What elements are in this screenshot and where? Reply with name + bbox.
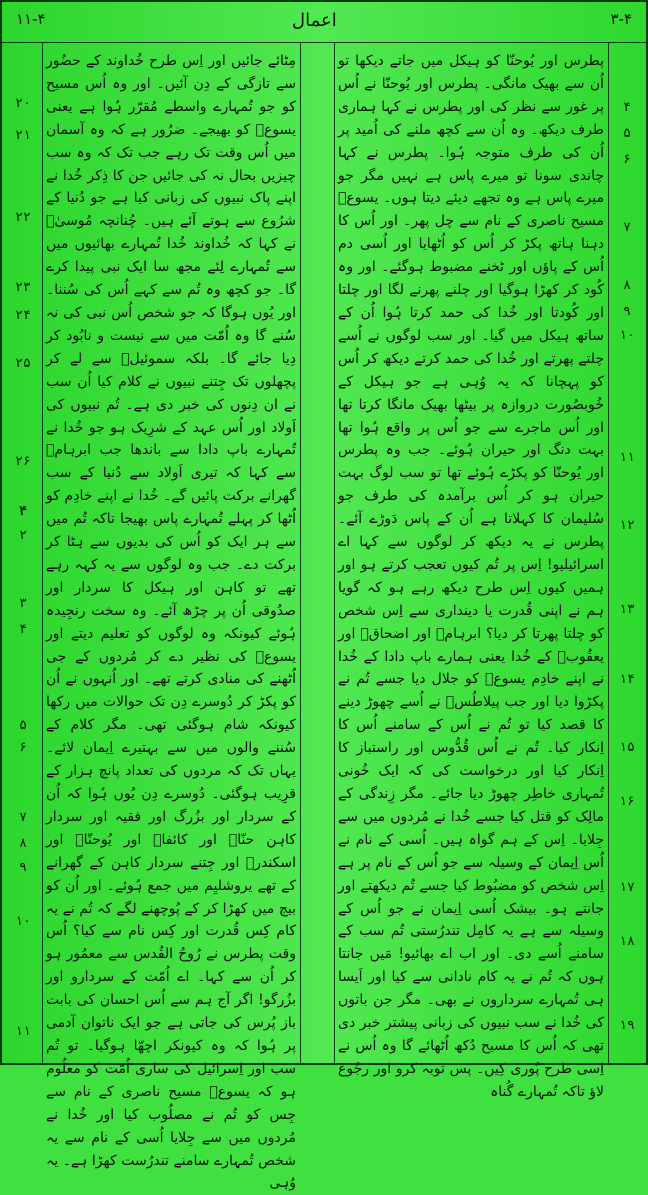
verse-number: ۲ bbox=[19, 528, 27, 543]
verse-number: ۹ bbox=[19, 860, 27, 875]
left-reference: ۱۱-۴ bbox=[16, 10, 46, 28]
right-column-text: پطرس اور یُوحنّا کو ہیکل میں جاتے دیکھا تو اُن سے بھیک مانگی۔ پطرس اور یُوحنّا نے اُس پر غور سے نظر کی اور پطرس نے کہا ہماری طرف دیکھ۔ وہ اُن سے کچھ ملنے کی اُمید پر اُن کی طرف متوجہ ہُوا۔ پطرس نے کہا چاندی سونا تو میرے پاس ہے نہیں مگر جو میرے پاس ہے وہ تجھے دیئے دیتا ہوں۔ یسوعؔ مسیح ناصری کے نام سے چل پھر۔ اور اُس کا دہنا ہاتھ پکڑ کر اُس کو اُٹھایا اور اُسی دم اُس کے پاؤں اور ٹخنے مضبوط ہوگئے۔ اور وہ کُود کر کھڑا ہوگیا اور چلنے پھرنے لگا اور چلتا اور کُودتا اور خُدا کی حمد کرتا ہُوا اُن کے ساتھ ہیکل میں گیا۔ اور سب لوگوں نے اُسے چلتے پھرتے اور خُدا کی حمد کرتے دیکھ کر اُس کو پہچانا کہ یہ وُہی ہے جو ہیکل کے خُوبصُورت دروازہ پر بیٹھا بھیک مانگا کرتا تھا اور اُس ماجرے سے جو اُس پر واقع ہُوا تھا بہت دنگ اور حیران ہُوئے۔ جب وہ پطرس اور یُوحنّا کو پکڑے ہُوئے تھا تو سب لوگ بہت حیران ہو کر اُس برآمدہ کی طرف جو سُلیمان کا کہلاتا ہے اُن کے پاس دَوڑے آئے۔ پطرس نے یہ دیکھ کر لوگوں سے کہا اے اسرائیلیو! اِس پر تُم کیوں تعجب کرتے ہو اور ہمیں کیوں اِس طرح دیکھ رہے ہو کہ گویا ہم نے اپنی قُدرت یا دینداری سے اِس شخص کو چلتا پھرتا کر دیا؟ ابرہامؔ اور اضحاقؔ اور یعقُوبؔ کے خُدا یعنی ہمارے باپ دادا کے خُدا نے اپنے خادِم یسوعؔ کو جلال دیا جسے تُم نے پکڑوا دیا اور جب پیلاطُسؔ نے اُسے چھوڑ دینے کا قصد کیا تو تُم نے اُس کے سامنے اُس کا اِنکار کیا۔ تُم نے اُس قُدُّوس اور راستباز کا اِنکار کیا اور درخواست کی کہ ایک خُونی تُمہاری خاطِر چھوڑ دیا جائے۔ مگر زِندگی کے مالِک کو قتل کیا جسے خُدا نے مُردوں میں سے جِلایا۔ اِس کے ہم گواہ ہیں۔ اُسی کے نام نے اُس اِیمان کے وسیلہ سے جو اُس کے نام پر ہے اِس شخص کو مضبُوط کیا جسے تُم دیکھتے اور جانتے ہو۔ بیشک اُسی اِیمان نے جو اُس کے وسیلہ سے ہے یہ کامِل تندرُستی تُم سب کے سامنے اُسے دی۔ اور اب اے بھائیو! مَیں جانتا ہوں کہ تُم نے یہ کام نادانی سے کیا اور اَیسا ہی تُمہارے سرداروں نے بھی۔ مگر جن باتوں کی خُدا نے سب نبیوں کی زبانی پیشتر خبر دی تھی کہ اُس کا مسیح دُکھ اُٹھائے گا وہ اُس نے اِسی طرح پُوری کِیں۔ پس توبہ کرو اور رجُوع لاؤ تاکہ تُمہارے گُناہ bbox=[338, 53, 604, 1100]
verse-number: ۱۳ bbox=[619, 602, 635, 617]
verse-number: ۷ bbox=[623, 220, 631, 235]
right-reference: ۳-۴ bbox=[610, 10, 632, 28]
verse-number: ۲۲ bbox=[15, 210, 31, 225]
verse-number: ۴ bbox=[19, 622, 27, 637]
verse-number: ۹ bbox=[623, 304, 631, 319]
verse-number: ۶ bbox=[19, 740, 27, 755]
verse-number: ۱۸ bbox=[619, 934, 635, 949]
verse-number: ۲۱ bbox=[15, 128, 31, 143]
verse-number: ۱۶ bbox=[619, 794, 635, 809]
verse-number: ۲۶ bbox=[15, 454, 31, 469]
verse-number: ۱۹ bbox=[619, 1018, 635, 1033]
verse-number: ۲۴ bbox=[15, 308, 31, 323]
book-title: اعمال bbox=[292, 10, 337, 31]
verse-number: ۲۳ bbox=[15, 280, 31, 295]
verse-number: ۱۷ bbox=[619, 880, 635, 895]
left-column-text: مِٹائے جائیں اور اِس طرح خُداوند کے حضُور سے تازگی کے دِن آئیں۔ اور وہ اُس مسیح کو جو تُمہارے واسطے مُقرّر ہُوا ہے یعنی یسوعؔ کو بھیجے۔ ضرُور ہے کہ وہ آسمان میں اُس وقت تک رہے جب تک کہ وہ سب چیزیں بحال نہ کی جائیں جن کا ذِکر خُدا نے اپنے پاک نبیوں کی زبانی کیا ہے جو دُنیا کے شرُوع سے ہوتے آئے ہیں۔ چُنانچہ مُوسیٰؔ نے کہا کہ خُداوند خُدا تُمہارے بھائیوں میں سے تُمہارے لِئے مجھ سا ایک نبی پیدا کرے گا۔ جو کچھ وہ تُم سے کہے اُس کی سُننا۔ اور یُوں ہوگا کہ جو شخص اُس نبی کی نہ سُنے گا وہ اُمّت میں سے نیست و نابُود کر دِیا جائے گا۔ بلکہ سموئیلؔ سے لے کر پچھلوں تک جِتنے نبیوں نے کلام کیا اُن سب نے ان دِنوں کی خبر دی ہے۔ تُم نبیوں کی اَولاد اور اُس عہد کے شرِیک ہو جو خُدا نے تُمہارے باپ دادا سے باندھا جب ابرہامؔ سے کہا کہ تیری اَولاد سے دُنیا کے سب گھرانے برکت پائیں گے۔ خُدا نے اپنے خادِم کو اُٹھا کر پہلے تُمہارے پاس بھیجا تاکہ تُم میں سے ہر ایک کو اُس کی بدیوں سے ہٹا کر برکت دے۔ جب وہ لوگوں سے یہ کہہ رہے تھے تو کاہن اور ہیکل کا سردار اور صدُوقی اُن پر چڑھ آئے۔ وہ سخت رنجِیدہ ہُوئے کیونکہ وہ لوگوں کو تعلیم دیتے اور یسوعؔ کی نظیر دے کر مُردوں کے جی اُٹھنے کی منادی کرتے تھے۔ اور اُنہوں نے اُن کو پکڑ کر دُوسرے دِن تک حوالات میں رکھا کیونکہ شام ہوگئی تھی۔ مگر کلام کے سُننے والوں میں سے بہتیرے اِیمان لائے۔ یہاں تک کہ مردوں کی تعداد پانچ ہزار کے قرِیب ہوگئی۔ دُوسرے دِن یُوں ہُوا کہ اُن کے سردار اور بزُرگ اور فقیہ اور سردار کاہن حنّاؔ اور کائفاؔ اور یُوحنّاؔ اور اسکندرؔ اور جِتنے سردار کاہن کے گھرانے کے تھے یروشلیِم میں جمع ہُوئے۔ اور اُن کو بیچ میں کھڑا کر کے پُوچھنے لگے کہ تُم نے یہ کام کِس قُدرت اور کِس نام سے کیا؟ اُس وقت پطرس نے رُوحُ القُدس سے معمُور ہو کر اُن سے کہا۔ اے اُمّت کے سردارو اور بزُرگو! اگر آج ہم سے اُس احسان کی بابت باز پُرس کی جاتی ہے جو ایک ناتوان آدمی پر ہُوا کہ وہ کیونکر اچھّا ہوگیا۔ تو تُم سب اور اِسرائیل کی ساری اُمّت کو معلُوم ہو کہ یسوعؔ مسیح ناصری کے نام سے جِس کو تُم نے مصلُوب کیا اور خُدا نے مُردوں میں سے جِلایا اُسی کے نام سے یہ شخص تُمہارے سامنے تندرُست کھڑا ہے۔ یہ وُہی bbox=[46, 53, 296, 1192]
verse-number: ۸ bbox=[623, 278, 631, 293]
verse-number: ۵ bbox=[19, 718, 27, 733]
verse-number: ۲۰ bbox=[15, 96, 31, 111]
page-header bbox=[2, 2, 646, 43]
right-margin-rule bbox=[608, 42, 609, 1063]
verse-number: ۷ bbox=[19, 810, 27, 825]
left-margin-rule bbox=[42, 42, 43, 1063]
verse-number: ۸ bbox=[19, 836, 27, 851]
verse-number: ۱۰ bbox=[619, 328, 635, 343]
verse-number: ۱۴ bbox=[619, 672, 635, 687]
verse-number: ۶ bbox=[623, 152, 631, 167]
verse-number: ۱۲ bbox=[619, 518, 635, 533]
verse-number: ۱۰ bbox=[15, 914, 31, 929]
verse-number: ۵ bbox=[623, 126, 631, 141]
verse-number: ۱۱ bbox=[15, 1024, 31, 1039]
center-left-rule bbox=[300, 42, 301, 1063]
left-text-column bbox=[46, 50, 296, 1192]
verse-number: ۱۵ bbox=[619, 740, 635, 755]
center-right-rule bbox=[334, 42, 335, 1063]
verse-number: ۴ bbox=[623, 100, 631, 115]
verse-number: ۲۵ bbox=[15, 356, 31, 371]
verse-number: ۳ bbox=[19, 596, 27, 611]
verse-number: ۱۱ bbox=[619, 450, 635, 465]
right-text-column bbox=[338, 50, 604, 1100]
chapter-number: ۴ bbox=[19, 504, 27, 519]
